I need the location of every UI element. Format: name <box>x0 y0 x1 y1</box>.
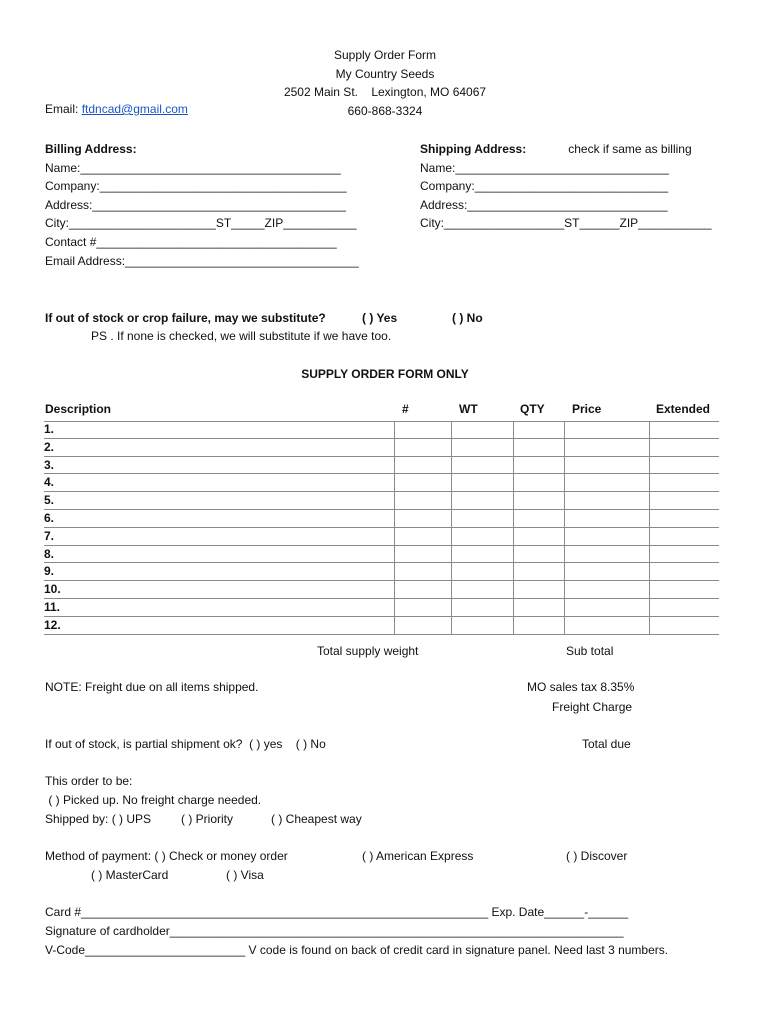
row-number: 8. <box>44 546 55 561</box>
cheapest-option[interactable]: ( ) Cheapest way <box>271 812 362 826</box>
row-number: 4. <box>44 475 55 490</box>
row-number: 9. <box>44 564 55 579</box>
row-number: 5. <box>44 493 55 508</box>
col-price-header: Price <box>572 402 602 416</box>
billing-company-field[interactable]: Company:_____________________________________ <box>45 179 347 194</box>
billing-address-block <box>45 140 359 270</box>
shipping-company-field[interactable]: Company:_____________________________ <box>420 179 669 194</box>
cardholder-signature-field[interactable]: Signature of cardholder____________________________________________________________________ <box>45 924 624 938</box>
email-link[interactable]: ftdncad@gmail.com <box>81 102 188 116</box>
row-number: 12. <box>44 617 61 632</box>
same-as-billing-checkbox[interactable]: check if same as billing <box>568 142 692 156</box>
shipping-name-field[interactable]: Name:________________________________ <box>420 160 669 175</box>
col-extended-header: Extended <box>656 402 711 416</box>
card-number-field[interactable]: Card #_____________________________________________________________ Exp. Date______-______ <box>45 905 629 919</box>
col-number-header: # <box>402 402 409 416</box>
shipping-city-field[interactable]: City:__________________ST______ZIP___________ <box>420 216 712 231</box>
row-number: 3. <box>44 457 55 472</box>
shipping-address-field[interactable]: Address:______________________________ <box>420 197 668 212</box>
billing-city-field[interactable]: City:______________________ST_____ZIP___________ <box>45 216 357 231</box>
subtotal-label: Sub total <box>566 644 614 658</box>
check-or-money-order-option[interactable]: Method of payment: ( ) Check or money order <box>45 849 288 863</box>
table-rows <box>44 421 719 635</box>
discover-option[interactable]: ( ) Discover <box>566 849 628 863</box>
company-phone: 660-868-3324 <box>347 103 423 118</box>
freight-note: NOTE: Freight due on all items shipped. <box>45 680 259 694</box>
col-weight-header: WT <box>459 402 478 416</box>
visa-option[interactable]: ( ) Visa <box>226 868 264 882</box>
table-row[interactable] <box>44 546 719 564</box>
table-row[interactable] <box>44 492 719 510</box>
substitute-question: If out of stock or crop failure, may we substitute? <box>45 311 326 325</box>
table-row[interactable] <box>44 439 719 457</box>
substitute-yes-option[interactable]: ( ) Yes <box>362 311 398 325</box>
amex-option[interactable]: ( ) American Express <box>362 849 474 863</box>
table-row[interactable] <box>44 457 719 475</box>
row-number: 7. <box>44 528 55 543</box>
order-to-be-label: This order to be: <box>45 774 133 788</box>
substitute-ps-note: PS . If none is checked, we will substitute if we have too. <box>91 329 392 343</box>
table-row[interactable] <box>44 581 719 599</box>
total-due-label: Total due <box>582 737 631 751</box>
company-address: 2502 Main St. Lexington, MO 64067 <box>283 85 487 99</box>
billing-contact-field[interactable]: Contact #____________________________________ <box>45 234 337 249</box>
row-number: 10. <box>44 582 61 597</box>
sales-tax-label: MO sales tax 8.35% <box>527 680 635 694</box>
priority-option[interactable]: ( ) Priority <box>181 812 233 826</box>
table-row[interactable] <box>44 528 719 546</box>
email-line <box>45 102 188 116</box>
email-label: Email: <box>45 102 82 116</box>
row-number: 6. <box>44 510 55 525</box>
table-row[interactable] <box>44 617 719 635</box>
shipping-address-block <box>420 140 712 233</box>
billing-heading: Billing Address: <box>45 142 137 156</box>
row-number: 11. <box>44 599 61 614</box>
table-row[interactable] <box>44 599 719 617</box>
billing-email-field[interactable]: Email Address:___________________________________ <box>45 253 359 268</box>
col-qty-header: QTY <box>520 402 545 416</box>
company-name: My Country Seeds <box>335 66 435 81</box>
substitute-no-option[interactable]: ( ) No <box>452 311 483 325</box>
table-row[interactable] <box>44 563 719 581</box>
ups-option[interactable]: Shipped by: ( ) UPS <box>45 812 152 826</box>
form-title: Supply Order Form <box>333 48 437 62</box>
row-number: 1. <box>44 422 55 436</box>
total-weight-label: Total supply weight <box>317 644 419 658</box>
col-description-header: Description <box>45 402 112 416</box>
section-title: SUPPLY ORDER FORM ONLY <box>301 367 469 381</box>
billing-name-field[interactable]: Name:_______________________________________ <box>45 160 341 175</box>
shipping-heading: Shipping Address: <box>420 142 527 156</box>
partial-shipment-question[interactable]: If out of stock, is partial shipment ok? ( ) yes ( ) No <box>45 737 326 751</box>
table-row[interactable] <box>44 421 719 439</box>
pickup-option[interactable]: ( ) Picked up. No freight charge needed. <box>45 793 262 807</box>
mastercard-option[interactable]: ( ) MasterCard <box>91 868 169 882</box>
vcode-field[interactable]: V-Code________________________ V code is found on back of credit card in signature panel. Need last 3 numbers. <box>45 943 669 957</box>
row-number: 2. <box>44 439 55 454</box>
table-row[interactable] <box>44 510 719 528</box>
billing-address-field[interactable]: Address:______________________________________ <box>45 197 346 212</box>
table-row[interactable] <box>44 474 719 492</box>
freight-charge-label: Freight Charge <box>552 700 633 714</box>
